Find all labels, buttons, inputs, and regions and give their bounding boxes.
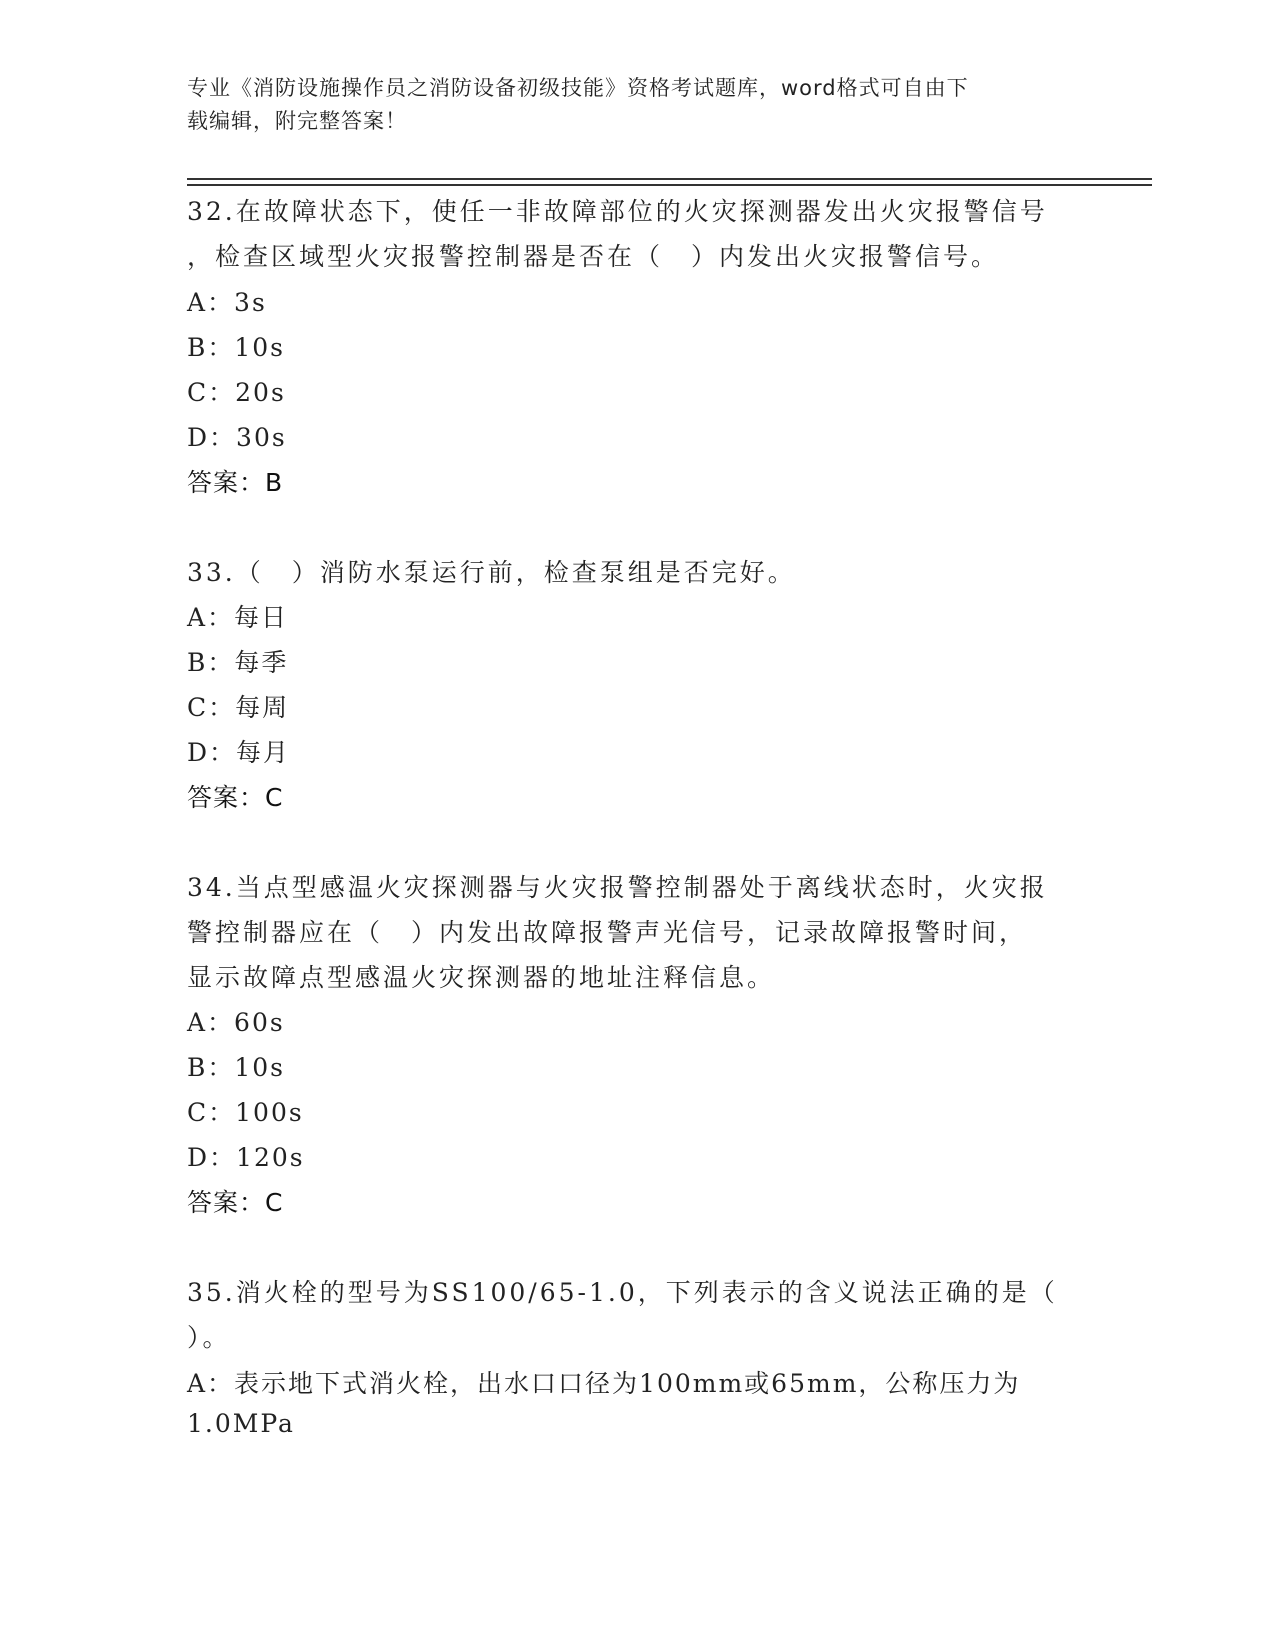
option-a: A：3s xyxy=(187,288,267,317)
question-text-line: ，检查区域型火灾报警控制器是否在（ ）内发出火灾报警信号。 xyxy=(187,242,1000,271)
question-text-line: ）。 xyxy=(187,1323,231,1352)
document-header xyxy=(187,72,1067,138)
question-text-line: 34.当点型感温火灾探测器与火灾报警控制器处于离线状态时，火灾报 xyxy=(187,873,1048,902)
header-line-2: 载编辑，附完整答案！ xyxy=(187,109,407,133)
option-b: B：10s xyxy=(187,1053,286,1082)
option-d: D：120s xyxy=(187,1143,305,1172)
answer: 答案：C xyxy=(187,783,284,812)
option-a-continued: 1.0MPa xyxy=(187,1409,295,1438)
answer: 答案：B xyxy=(187,468,284,497)
header-divider-top xyxy=(187,178,1152,180)
question-text-line: 警控制器应在（ ）内发出故障报警声光信号，记录故障报警时间， xyxy=(187,918,1028,947)
header-divider-bottom xyxy=(187,184,1152,186)
question-text-line: 33.（ ）消防水泵运行前，检查泵组是否完好。 xyxy=(187,558,796,587)
answer: 答案：C xyxy=(187,1188,284,1217)
option-b: B：10s xyxy=(187,333,286,362)
header-line-1: 专业《消防设施操作员之消防设备初级技能》资格考试题库，word格式可自由下 xyxy=(187,76,969,100)
option-c: C：20s xyxy=(187,378,286,407)
option-a: A：每日 xyxy=(187,603,289,632)
option-a: A：60s xyxy=(187,1008,285,1037)
question-text-line: 显示故障点型感温火灾探测器的地址注释信息。 xyxy=(187,963,776,992)
option-c: C：每周 xyxy=(187,693,290,722)
question-text-line: 35.消火栓的型号为SS100/65-1.0，下列表示的含义说法正确的是（ xyxy=(187,1278,1058,1307)
question-text-line: 32.在故障状态下，使任一非故障部位的火灾探测器发出火灾报警信号 xyxy=(187,197,1048,226)
option-d: D：每月 xyxy=(187,738,291,767)
option-c: C：100s xyxy=(187,1098,304,1127)
option-d: D：30s xyxy=(187,423,287,452)
option-b: B：每季 xyxy=(187,648,289,677)
option-a: A：表示地下式消火栓，出水口口径为100mm或65mm，公称压力为 xyxy=(187,1369,1021,1398)
